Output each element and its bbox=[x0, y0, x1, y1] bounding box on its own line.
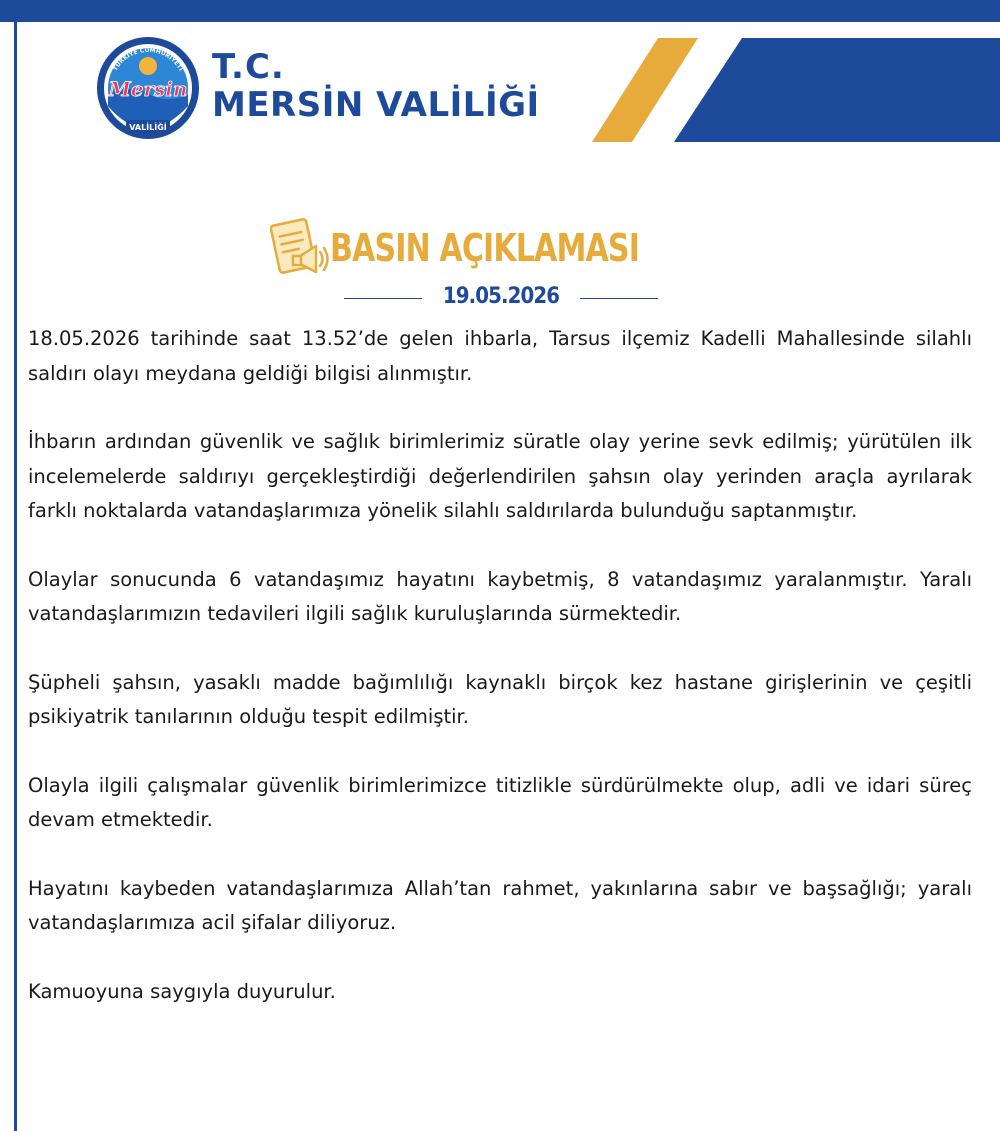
press-release-heading bbox=[270, 212, 690, 282]
logo-ring-text: TÜRKİYE CUMHURİYETİ bbox=[111, 46, 185, 73]
mersin-valiligi-logo bbox=[96, 36, 200, 140]
paragraph-2: İhbarın ardından güvenlik ve sağlık birimlerimiz süratle olay yerine sevk edilmiş; yürütülen ilk incelemelerde saldırıyı gerçekleştirdiği değerlendirilen şahsın olay yerinden araçla ayrılarak farklı noktalarda vatandaşlarımıza yönelik silahlı saldırılarda bulunduğu saptanmıştır. bbox=[28, 430, 972, 522]
paragraph-6: Hayatını kaybeden vatandaşlarımıza Allah’tan rahmet, yakınlarına sabır ve başsağlığı; yaralı vatandaşlarımıza acil şifalar diliyoruz. bbox=[28, 876, 972, 934]
release-date-row bbox=[344, 284, 658, 312]
org-line-2: MERSİN VALİLİĞİ bbox=[212, 85, 540, 125]
logo-bottom-text: VALİLİĞİ bbox=[129, 123, 167, 132]
paragraph-3: Olaylar sonucunda 6 vatandaşımız hayatını kaybetmiş, 8 vatandaşımız yaralanmıştır. Yaralı vatandaşlarımızın tedavileri ilgili sağlık kuruluşlarında sürmektedir. bbox=[28, 567, 972, 625]
release-date: 19.05.2026 bbox=[442, 284, 560, 309]
closing-line: Kamuoyuna saygıyla duyurulur. bbox=[28, 979, 336, 1003]
date-divider-left bbox=[344, 298, 422, 299]
logo-script-text: Mersin bbox=[108, 77, 188, 101]
top-accent-bar bbox=[0, 0, 1000, 22]
paragraph-5: Olayla ilgili çalışmalar güvenlik birimlerimizce titizlikle sürdürülmekte olup, adli ve idari süreç devam etmektedir. bbox=[28, 773, 972, 831]
statement-body bbox=[28, 322, 972, 1009]
left-accent-rule bbox=[14, 22, 17, 1131]
press-release-icon bbox=[270, 212, 332, 280]
org-line-1: T.C. bbox=[212, 47, 285, 87]
press-release-title: BASIN AÇIKLAMASI bbox=[330, 226, 640, 270]
paragraph-4: Şüpheli şahsın, yasaklı madde bağımlılığı kaynaklı birçok kez hastane girişlerinin ve çeşitli psikiyatrik tanılarının olduğu tespit edilmiştir. bbox=[28, 670, 972, 728]
paragraph-1: 18.05.2026 tarihinde saat 13.52’de gelen ihbarla, Tarsus ilçemiz Kadelli Mahallesinde silahlı saldırı olayı meydana geldiği bilgisi alınmıştır. bbox=[28, 327, 972, 385]
organization-name bbox=[212, 47, 540, 125]
header-stripes bbox=[592, 38, 1000, 142]
date-divider-right bbox=[580, 298, 658, 299]
